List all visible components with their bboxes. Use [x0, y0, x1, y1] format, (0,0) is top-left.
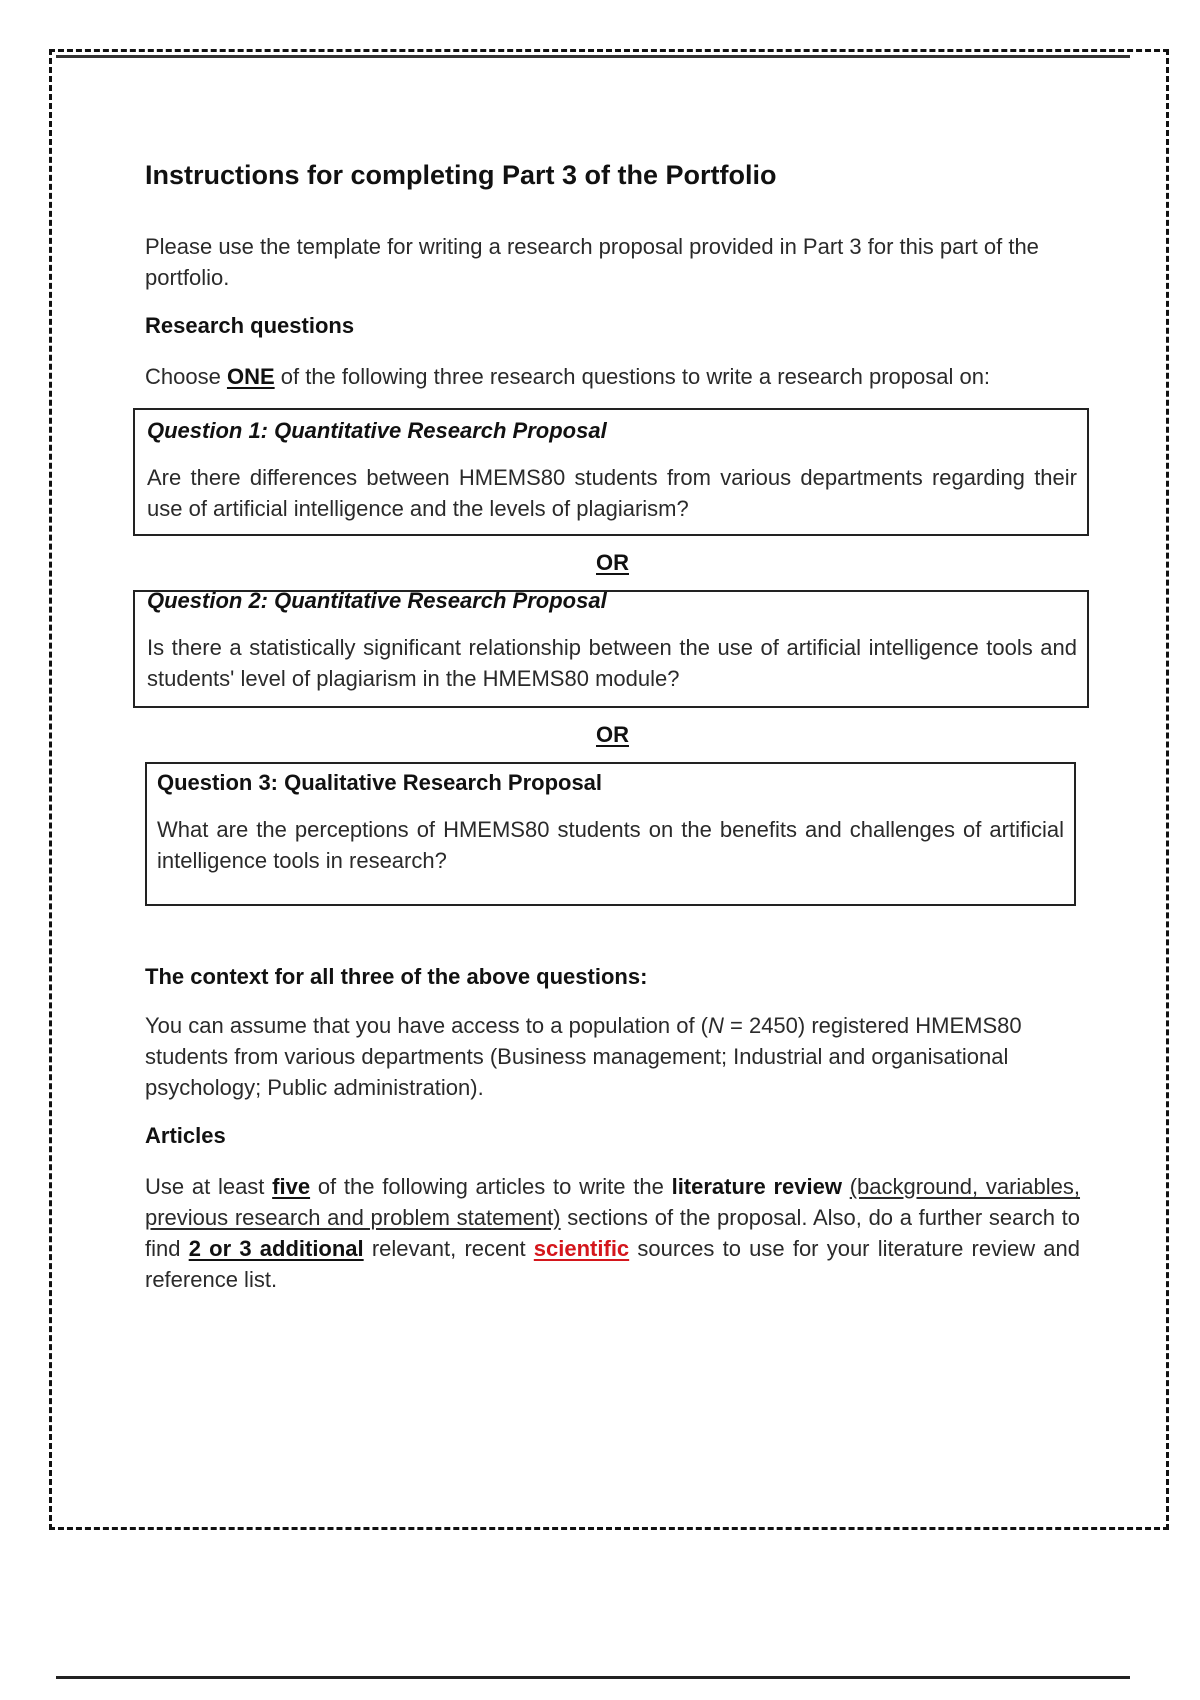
question-2-text: Is there a statistically significant relationship between the use of artificial intelligence tools and students' level of plagiarism in the HMEMS80 module?: [147, 635, 1077, 691]
articles-heading: Articles: [145, 1123, 226, 1148]
document-body: [145, 160, 1080, 1295]
question-3-text: What are the perceptions of HMEMS80 students on the benefits and challenges of artificial intelligence tools in research?: [157, 817, 1064, 873]
sections-list: (background, variables, previous research and problem statement): [145, 1174, 1081, 1230]
five-emphasis: five: [272, 1174, 311, 1199]
or-separator-1: OR: [596, 550, 629, 575]
footer-rule: [56, 1676, 1130, 1679]
question-2-box: [133, 590, 1089, 708]
question-3-box: [145, 762, 1076, 906]
question-3-title: Question 3: Qualitative Research Proposal: [157, 770, 603, 795]
choose-emphasis: ONE: [226, 364, 275, 389]
header-rule: [56, 55, 1130, 58]
question-1-title: Question 1: Quantitative Research Proposal: [147, 418, 607, 443]
question-2-title: Question 2: Quantitative Research Proposal: [147, 588, 607, 613]
question-1-text: Are there differences between HMEMS80 students from various departments regarding their use of artificial intelligence and the levels of plagiarism?: [147, 465, 1077, 521]
research-questions-heading: Research questions: [145, 313, 355, 338]
page-title: Instructions for completing Part 3 of the Portfolio: [145, 160, 777, 190]
articles-paragraph: Use at least five of the following articles to write the literature review (background, variables, previous research and problem statement) sections of the proposal. Also, do a further search to find 2 or 3 additional relevant, recent scientific sources to use for your literature review and reference list.: [145, 1174, 1081, 1292]
literature-review-emphasis: literature review: [671, 1174, 842, 1199]
scientific-emphasis: scientific: [533, 1236, 630, 1261]
question-1-box: [133, 408, 1089, 536]
choose-instruction: Choose ONE of the following three research questions to write a research proposal on:: [145, 364, 991, 389]
or-separator-2: OR: [596, 722, 629, 747]
additional-sources-emphasis: 2 or 3 additional: [188, 1236, 364, 1261]
context-heading: The context for all three of the above questions:: [145, 964, 648, 989]
context-paragraph: You can assume that you have access to a population of (N = 2450) registered HMEMS80 students from various departments (Business management; Industrial and organisational psychology; Public administration).: [145, 1013, 1022, 1100]
intro-paragraph: Please use the template for writing a research proposal provided in Part 3 for this part of the portfolio.: [145, 234, 1039, 290]
